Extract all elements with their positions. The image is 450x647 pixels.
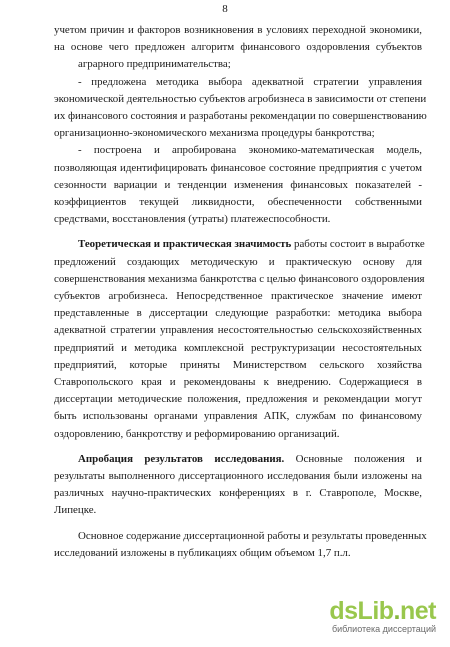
text-line: экономической деятельностью субъектов агробизнеса в зависимости от степени bbox=[54, 92, 427, 105]
paragraph-3 bbox=[54, 142, 422, 228]
text-line: представленные в диссертации следующие разработки: методика выбора bbox=[54, 307, 422, 320]
text-line: субъектов агробизнеса. Непосредственное практическое значение имеют bbox=[54, 290, 422, 303]
text-fragment: Основные положения и bbox=[284, 452, 422, 465]
logo-tld: net bbox=[400, 597, 436, 625]
text-line: позволяющая идентифицировать финансовое состояние предприятия с учетом bbox=[54, 161, 422, 174]
text-line: различных научно-практических конференциях в г. Ставрополе, Москве, bbox=[54, 487, 422, 500]
body-text bbox=[54, 22, 427, 562]
section-heading: Теоретическая и практическая значимость bbox=[78, 238, 292, 251]
text-line: аграрного предпринимательства; bbox=[78, 58, 231, 71]
text-line: исследований изложены в публикациях общим объемом 1,7 п.л. bbox=[54, 546, 351, 559]
text-line: - построена и апробирована экономико-математическая модель, bbox=[78, 144, 422, 157]
text-line: средствами, восстановления (утраты) платежеспособности. bbox=[54, 213, 331, 226]
text-line bbox=[54, 236, 425, 253]
text-line: результаты выполненного диссертационного исследования были изложены на bbox=[54, 470, 422, 483]
text-line: Основное содержание диссертационной работы и результаты проведенных bbox=[78, 529, 427, 542]
paragraph-2 bbox=[54, 74, 427, 143]
text-line: коэффициентов текущей ликвидности, обеспеченности собственными bbox=[54, 196, 422, 209]
text-line bbox=[54, 451, 422, 468]
dslib-logo bbox=[329, 597, 436, 626]
text-line: Липецке. bbox=[54, 504, 97, 517]
watermark-subtitle: библиотека диссертаций bbox=[331, 624, 436, 634]
text-line: адекватной стратегии управления несостоятельностью сельскохозяйственных bbox=[54, 324, 422, 337]
text-line: совершенствования механизма банкротства с целью финансового оздоровления bbox=[54, 272, 425, 285]
text-line: учетом причин и факторов возникновения в условиях переходной экономики, bbox=[54, 24, 422, 36]
text-line: на основе чего предложен алгоритм финансового оздоровления субъектов bbox=[54, 41, 422, 54]
text-line: предприятий и методика комплексной реструктуризации несостоятельных bbox=[54, 341, 422, 354]
text-line: предложений создающих методическую и практическую основу для bbox=[54, 255, 422, 268]
text-line: оздоровлению, банкротству и реформированию организаций. bbox=[54, 427, 340, 440]
text-line: Ставропольского края и рекомендованы к внедрению. Содержащиеся в bbox=[54, 376, 422, 389]
paragraph-1 bbox=[54, 22, 422, 74]
text-line: быть использованы органами управления АПК, службам по финансовому bbox=[54, 410, 422, 423]
paragraph-publications bbox=[54, 528, 427, 562]
paragraph-significance bbox=[54, 236, 425, 442]
text-line: организационно-экономического механизма процедуры банкротства; bbox=[54, 127, 375, 140]
paragraph-approbation bbox=[54, 451, 422, 520]
section-heading: Апробация результатов исследования. bbox=[78, 452, 285, 465]
logo-dot: . bbox=[393, 597, 400, 625]
logo-main: dsLib bbox=[329, 597, 394, 625]
page-number: 8 bbox=[222, 3, 228, 15]
watermark bbox=[276, 597, 436, 633]
text-line: - предложена методика выбора адекватной стратегии управления bbox=[78, 75, 422, 88]
text-line: их финансового состояния и разработаны рекомендации по совершенствованию bbox=[54, 110, 427, 123]
text-line: предприятий, которые приняты Министерством сельского хозяйства bbox=[54, 358, 422, 371]
text-line: сезонности вариации и тенденции изменения финансовых показателей - bbox=[54, 178, 422, 191]
text-fragment: работы состоит в выработке bbox=[291, 238, 425, 251]
text-line: диссертации методические положения, предложения и рекомендации могут bbox=[54, 393, 422, 406]
